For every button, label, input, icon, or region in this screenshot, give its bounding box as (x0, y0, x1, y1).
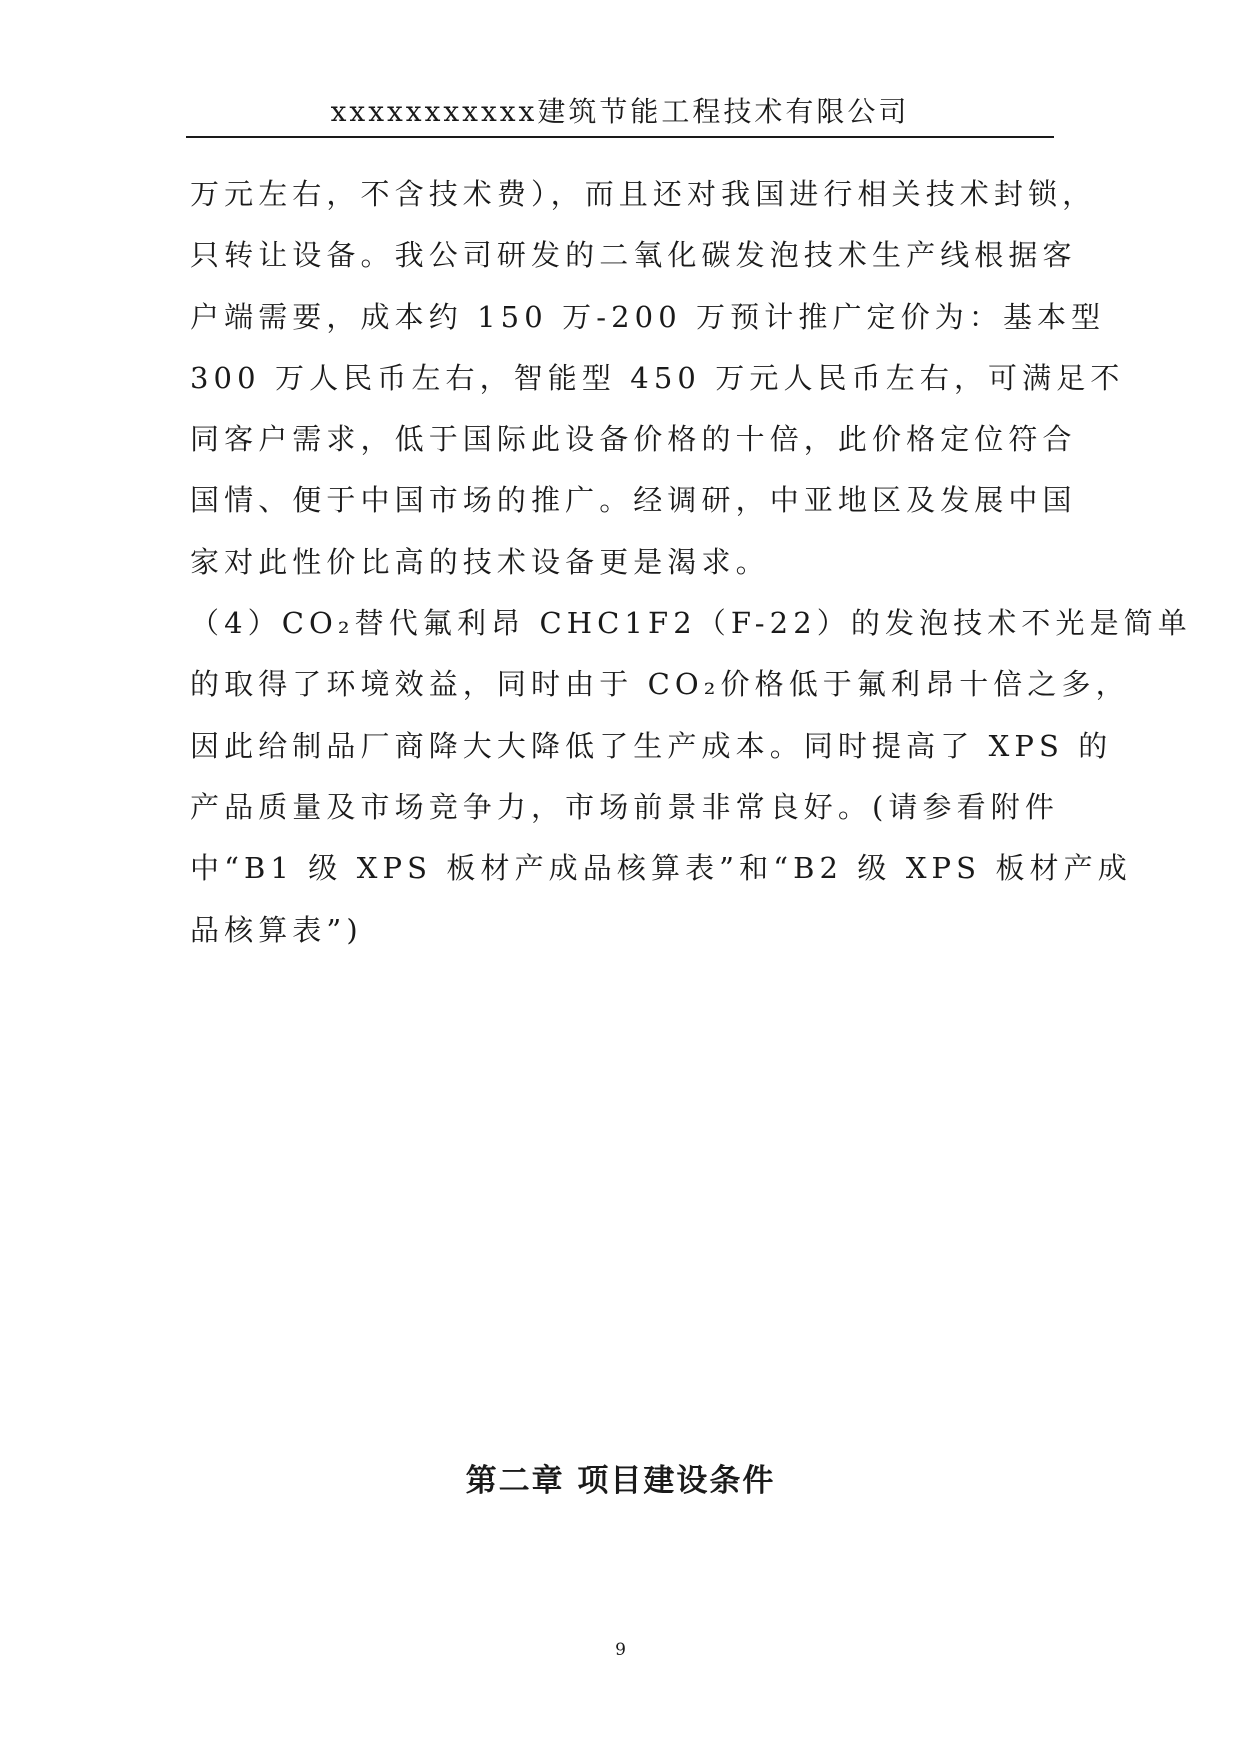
text-line: 家对此性价比高的技术设备更是渴求。 (190, 544, 770, 579)
text-line: 300 万人民币左右，智能型 450 万元人民币左右，可满足不 (190, 360, 1125, 395)
text-line: 因此给制品厂商降大大降低了生产成本。同时提高了 XPS 的 (190, 728, 1113, 763)
paragraph-2 (190, 593, 1192, 961)
text-line: 户端需要，成本约 150 万-200 万预计推广定价为：基本型 (190, 299, 1106, 334)
text-line: 品核算表”) (190, 912, 363, 947)
text-line: 的取得了环境效益，同时由于 CO₂价格低于氟利昂十倍之多， (190, 667, 1130, 702)
text-line: 中“B1 级 XPS 板材产成品核算表”和“B2 级 XPS 板材产成 (190, 851, 1132, 886)
body-text (190, 164, 1192, 961)
text-line: 万元左右，不含技术费），而且还对我国进行相关技术封锁， (190, 177, 1097, 211)
page-number: 9 (615, 1640, 626, 1660)
text-line: 只转让设备。我公司研发的二氧化碳发泡技术生产线根据客 (190, 238, 1077, 273)
chapter-title: 第二章 项目建设条件 (465, 1463, 776, 1499)
header-rule (186, 136, 1054, 138)
text-line: 同客户需求，低于国际此设备价格的十倍，此价格定位符合 (190, 422, 1077, 457)
text-line: （4）CO₂替代氟利昂 CHC1F2（F-22）的发泡技术不光是简单 (190, 606, 1192, 641)
text-line: 国情、便于中国市场的推广。经调研，中亚地区及发展中国 (190, 483, 1077, 518)
page-header: xxxxxxxxxxx建筑节能工程技术有限公司 (330, 95, 910, 128)
text-line: 产品质量及市场竞争力，市场前景非常良好。(请参看附件 (190, 789, 1059, 824)
paragraph-1 (190, 164, 1125, 593)
